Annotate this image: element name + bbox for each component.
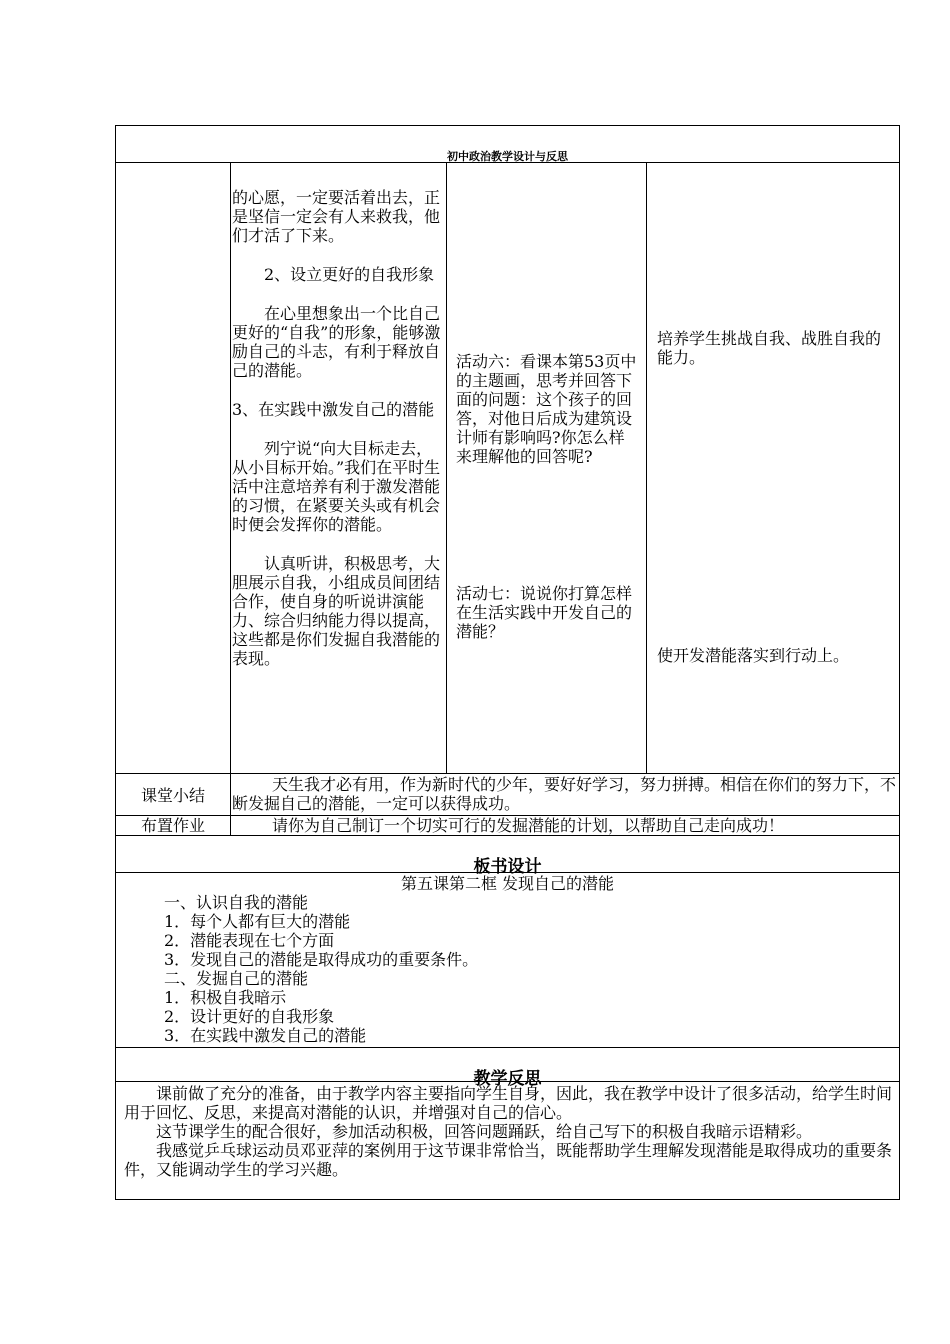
reflection-paragraph: 这节课学生的配合很好，参加活动积极，回答问题踊跃，给自己写下的积极自我暗示语精彩。 (156, 1122, 813, 1141)
content-paragraph: 在心里想象出一个比自己更好的“自我”的形象，能够激励自己的斗志，有利于释放自己的潜能。 (232, 304, 441, 380)
content-paragraph: 2、设立更好的自我形象 (264, 265, 435, 284)
divider (116, 773, 899, 774)
activity-seven: 活动七：说说你打算怎样在生活实践中开发自己的潜能？ (456, 584, 633, 641)
board-line: 2．潜能表现在七个方面 (164, 931, 335, 950)
purpose-one: 培养学生挑战自我、战胜自我的能力。 (657, 329, 882, 367)
reflection-paragraph: 课前做了充分的准备，由于教学内容主要指向学生自身，因此，我在教学中设计了很多活动，给学生时间用于回忆、反思，来提高对潜能的认识，并增强对自己的信心。 (124, 1084, 893, 1122)
activity-six: 活动六：看课本第53页中的主题画，思考并回答下面的问题：这个孩子的回答，对他日后成为建筑设计师有影响吗?你怎么样来理解他的回答呢? (456, 352, 637, 466)
summary-text: 天生我才必有用，作为新时代的少年，要好好学习，努力拼搏。相信在你们的努力下，不断发掘自己的潜能，一定可以获得成功。 (232, 775, 897, 813)
document-title: 初中政治教学设计与反思 (447, 150, 568, 163)
board-line: 二、发掘自己的潜能 (164, 969, 309, 988)
board-outline (164, 893, 864, 1045)
content-paragraph: 3、在实践中激发自己的潜能 (232, 400, 435, 419)
content-cell (232, 188, 445, 668)
board-line: 1．每个人都有巨大的潜能 (164, 912, 351, 931)
column-divider (646, 162, 647, 773)
purpose-two: 使开发潜能落实到行动上。 (657, 646, 850, 665)
board-title: 板书设计 (473, 857, 542, 877)
board-line: 3．在实践中激发自己的潜能 (164, 1026, 367, 1045)
board-line: 3．发现自己的潜能是取得成功的重要条件。 (164, 950, 479, 969)
divider (116, 835, 899, 836)
board-subtitle: 第五课第二框 发现自己的潜能 (400, 874, 615, 893)
reflection-title: 教学反思 (473, 1069, 542, 1089)
board-line: 一、认识自我的潜能 (164, 893, 309, 912)
content-paragraph: 列宁说“向大目标走去，从小目标开始。”我们在平时生活中注意培养有利于激发潜能的习惯，在紧要关头或有机会时便会发挥你的潜能。 (232, 439, 441, 534)
lesson-plan-table (115, 125, 900, 1200)
column-divider (446, 162, 447, 773)
homework-label: 布置作业 (140, 816, 205, 835)
content-paragraph: 认真听讲，积极思考，大胆展示自我，小组成员间团结合作，使自身的听说讲演能力、综合归纳能力得以提高，这些都是你们发掘自我潜能的表现。 (232, 554, 441, 668)
board-line: 1．积极自我暗示 (164, 988, 287, 1007)
column-divider (230, 162, 231, 835)
reflection-body (124, 1084, 894, 1179)
board-line: 2．设计更好的自我形象 (164, 1007, 335, 1026)
content-paragraph: 的心愿，一定要活着出去，正是坚信一定会有人来救我，他们才活了下来。 (232, 188, 441, 245)
divider (116, 162, 899, 163)
divider (116, 1047, 899, 1048)
homework-text: 请你为自己制订一个切实可行的发掘潜能的计划，以帮助自己走向成功！ (272, 816, 785, 835)
reflection-paragraph: 我感觉乒乓球运动员邓亚萍的案例用于这节课非常恰当，既能帮助学生理解发现潜能是取得成功的重要条件，又能调动学生的学习兴趣。 (124, 1141, 893, 1179)
summary-label: 课堂小结 (140, 786, 205, 805)
